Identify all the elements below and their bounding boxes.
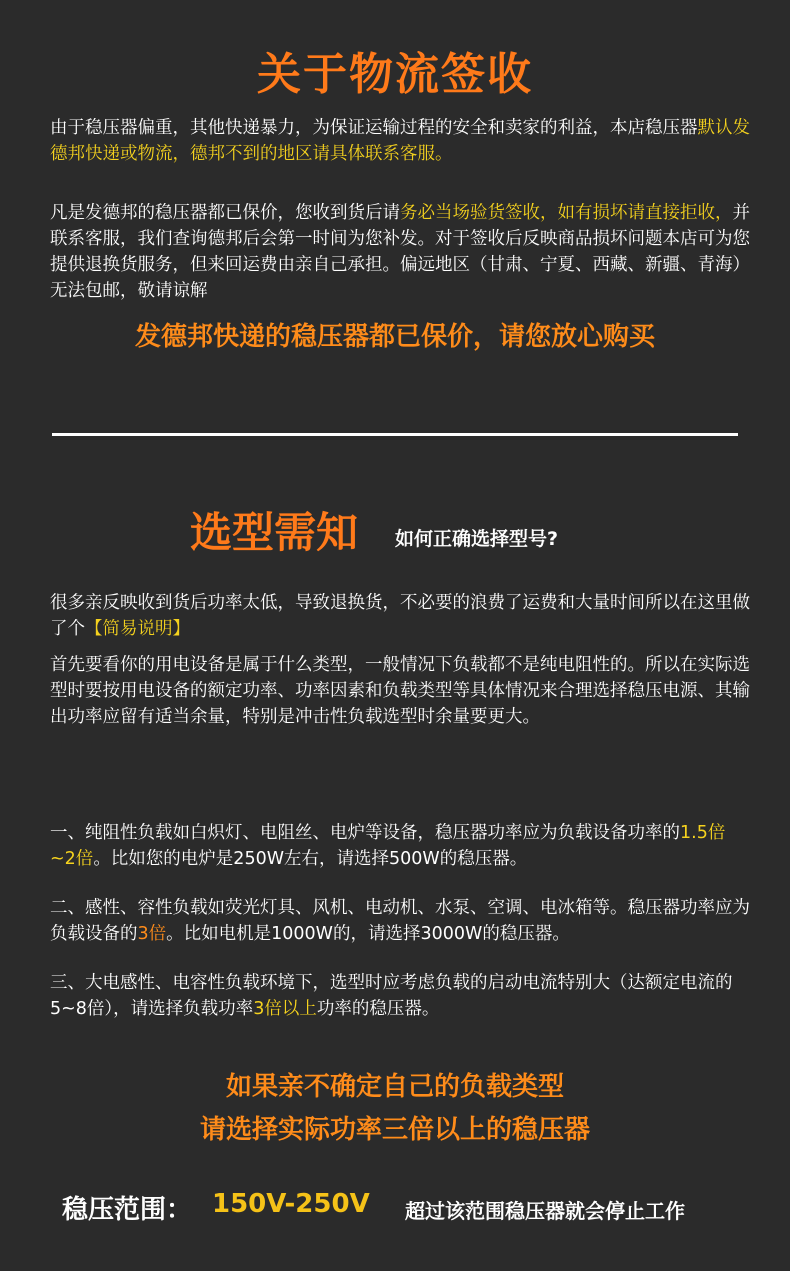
selection-intro (50, 590, 750, 642)
selection-title: 选型需知 (190, 508, 359, 557)
item1-text-a: 一、纯阻性负载如白炽灯、电阻丝、电炉等设备，稳压器功率应为负载设备功率的 (50, 823, 680, 843)
item1-highlight: 1.5倍~2倍 (50, 823, 726, 869)
logistics-p1-highlight: 默认发德邦快递或物流，德邦不到的地区请具体联系客服。 (50, 118, 750, 164)
selection-item-3 (50, 970, 750, 1022)
selection-intro-2: 首先要看你的用电设备是属于什么类型，一般情况下负载都不是纯电阻性的。所以在实际选型时要按用电设备的额定功率、功率因素和负载类型等具体情况来合理选择稳压电源、其输出功率应留有适当余量，特别是冲击性负载选型时余量要更大。 (50, 655, 750, 727)
logistics-p2-text-a: 凡是发德邦的稳压器都已保价，您收到货后请 (50, 203, 400, 223)
logistics-p1-text: 由于稳压器偏重，其他快递暴力，为保证运输过程的安全和卖家的利益，本店稳压器 (50, 118, 698, 138)
logistics-p2-text-b: 并联系客服，我们查询德邦后会第一时间为您补发。对于签收后反映商品损坏问题本店可为您提供退换货服务，但来回运费由亲自己承担。偏远地区（甘肃、宁夏、西藏、新疆、青海）无法包邮，敬请谅解 (50, 203, 750, 301)
item3-highlight: 3倍以上 (253, 999, 317, 1019)
selection-slogan-line-1: 如果亲不确定自己的负载类型 (225, 1072, 564, 1102)
section-divider (52, 433, 738, 436)
selection-slogan-line-2: 请选择实际功率三倍以上的稳压器 (199, 1115, 590, 1145)
selection-item-1 (50, 820, 750, 872)
item2-highlight: 3倍 (137, 924, 167, 944)
item3-text-b: 功率的稳压器。 (316, 999, 440, 1019)
range-note: 超过该范围稳压器就会停止工作 (405, 1199, 685, 1223)
item2-text-a: 二、感性、容性负载如荧光灯具、风机、电动机、水泵、空调、电冰箱等。稳压器功率应为负载设备的 (50, 898, 750, 944)
logistics-paragraph-2 (50, 200, 750, 304)
logistics-slogan: 发德邦快递的稳压器都已保价，请您放心购买 (134, 322, 655, 352)
selection-item-2 (50, 895, 750, 947)
item3-text-a: 三、大电感性、电容性负载环境下，选型时应考虑负载的启动电流特别大（达额定电流的5~8倍），请选择负载功率 (50, 973, 733, 1019)
range-value: 150V-250V (212, 1189, 370, 1219)
logistics-title: 关于物流签收 (257, 49, 533, 100)
item2-text-b: 。比如电机是1000W的，请选择3000W的稳压器。 (166, 924, 570, 944)
selection-subtitle: 如何正确选择型号? (395, 528, 559, 550)
item1-text-b: 。比如您的电炉是250W左右，请选择500W的稳压器。 (93, 849, 528, 869)
range-label: 稳压范围： (62, 1195, 193, 1225)
selection-intro-highlight: 【简易说明】 (85, 619, 190, 639)
selection-intro-text: 很多亲反映收到货后功率太低，导致退换货，不必要的浪费了运费和大量时间所以在这里做了个 (50, 593, 750, 639)
logistics-p2-highlight: 务必当场验货签收，如有损坏请直接拒收， (400, 203, 733, 223)
logistics-paragraph-1 (50, 115, 750, 167)
